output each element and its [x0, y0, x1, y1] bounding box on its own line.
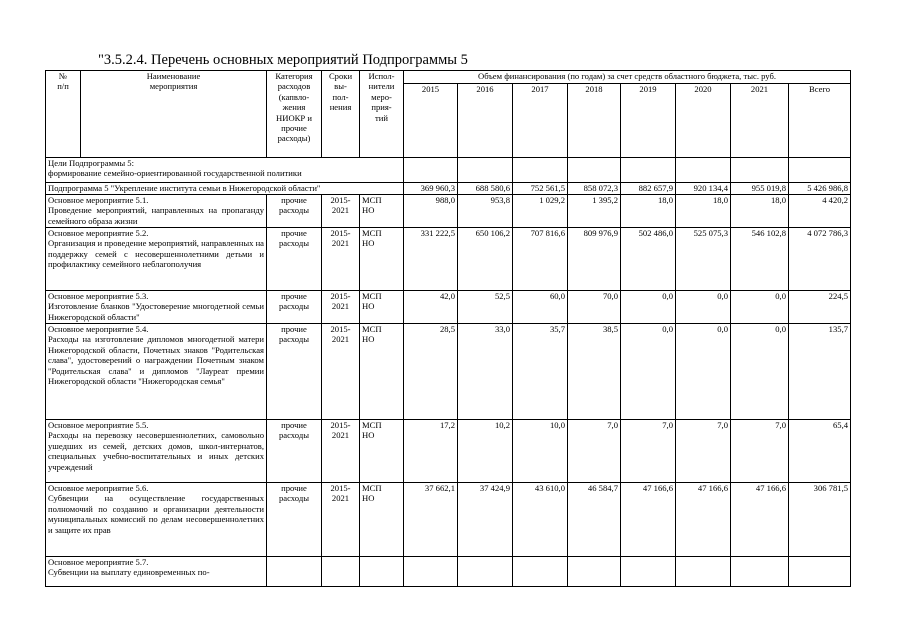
activity-total: 135,7	[789, 324, 851, 420]
activity-value: 33,0	[458, 324, 513, 420]
activity-category: прочие расходы	[267, 228, 322, 291]
activity-terms: 2015- 2021	[322, 228, 360, 291]
activity-value: 10,2	[458, 420, 513, 483]
activity-value: 18,0	[731, 195, 789, 228]
header-year: 2020	[676, 84, 731, 158]
activity-value: 650 106,2	[458, 228, 513, 291]
header-year-total: Всего	[789, 84, 851, 158]
activity-value: 0,0	[731, 291, 789, 324]
activity-category: прочие расходы	[267, 195, 322, 228]
activity-row	[46, 557, 851, 587]
activity-name: Основное мероприятие 5.2. Организация и проведение мероприятий, направленных на поддержку семей с несовершеннолетними детьми и профилактику семейного неблагополучия	[46, 228, 267, 291]
header-executors: Испол- нители меро- прия- тий	[360, 71, 404, 158]
subprogram-value: 882 657,9	[621, 183, 676, 195]
subprogram-row	[46, 183, 851, 195]
activity-value: 10,0	[513, 420, 568, 483]
activities-table	[45, 70, 851, 587]
activity-value: 18,0	[676, 195, 731, 228]
document-title: "3.5.2.4. Перечень основных мероприятий Подпрограммы 5	[98, 52, 468, 68]
activity-value: 0,0	[621, 291, 676, 324]
subprogram-value: 369 960,3	[404, 183, 458, 195]
activity-category: прочие расходы	[267, 291, 322, 324]
activity-value: 502 486,0	[621, 228, 676, 291]
activity-executor	[360, 557, 404, 587]
activity-value: 52,5	[458, 291, 513, 324]
activity-value: 70,0	[568, 291, 621, 324]
goals-row	[46, 158, 851, 183]
activity-value: 7,0	[621, 420, 676, 483]
header-funding: Объем финансирования (по годам) за счет средств областного бюджета, тыс. руб.	[404, 71, 851, 84]
subprogram-value: 688 580,6	[458, 183, 513, 195]
subprogram-name: Подпрограмма 5 "Укрепление института семьи в Нижегородской области"	[46, 183, 404, 195]
activity-name: Основное мероприятие 5.6. Субвенции на осуществление государственных полномочий по созданию и организации деятельности муниципальных комиссий по делам несовершеннолетних и защите их прав	[46, 483, 267, 557]
activity-row	[46, 483, 851, 557]
activity-value: 953,8	[458, 195, 513, 228]
activity-total: 4 420,2	[789, 195, 851, 228]
header-year: 2019	[621, 84, 676, 158]
header-year: 2015	[404, 84, 458, 158]
activity-category: прочие расходы	[267, 420, 322, 483]
activity-value: 809 976,9	[568, 228, 621, 291]
activity-row	[46, 291, 851, 324]
activity-value	[568, 557, 621, 587]
header-terms: Сроки вы- пол- нения	[322, 71, 360, 158]
activity-executor: МСП НО	[360, 291, 404, 324]
activity-value: 0,0	[731, 324, 789, 420]
activity-value: 47 166,6	[676, 483, 731, 557]
activity-executor: МСП НО	[360, 324, 404, 420]
activity-terms: 2015- 2021	[322, 483, 360, 557]
activity-name: Основное мероприятие 5.3. Изготовление бланков "Удостоверение многодетной семьи Нижегородской области"	[46, 291, 267, 324]
activity-value: 0,0	[676, 291, 731, 324]
activity-value: 46 584,7	[568, 483, 621, 557]
subprogram-value: 752 561,5	[513, 183, 568, 195]
activity-value	[513, 557, 568, 587]
header-year: 2018	[568, 84, 621, 158]
activity-category: прочие расходы	[267, 324, 322, 420]
activity-executor: МСП НО	[360, 195, 404, 228]
activity-value: 707 816,6	[513, 228, 568, 291]
activity-value: 37 424,9	[458, 483, 513, 557]
activity-value	[731, 557, 789, 587]
header-row	[46, 71, 851, 84]
activity-value: 42,0	[404, 291, 458, 324]
activity-value: 7,0	[568, 420, 621, 483]
activity-executor: МСП НО	[360, 483, 404, 557]
activity-category	[267, 557, 322, 587]
activity-total: 4 072 786,3	[789, 228, 851, 291]
activity-terms: 2015- 2021	[322, 324, 360, 420]
activity-value: 35,7	[513, 324, 568, 420]
activity-row	[46, 420, 851, 483]
activity-value: 525 075,3	[676, 228, 731, 291]
activity-value: 331 222,5	[404, 228, 458, 291]
activity-terms	[322, 557, 360, 587]
activity-value	[404, 557, 458, 587]
activity-value: 7,0	[676, 420, 731, 483]
activity-value	[621, 557, 676, 587]
activity-value: 546 102,8	[731, 228, 789, 291]
activity-value: 47 166,6	[621, 483, 676, 557]
activity-name: Основное мероприятие 5.5. Расходы на перевозку несовершеннолетних, самовольно ушедших из семей, детских домов, школ-интернатов, специальных учебно-воспитательных и иных детских учреждений	[46, 420, 267, 483]
activity-terms: 2015- 2021	[322, 291, 360, 324]
activity-total: 306 781,5	[789, 483, 851, 557]
activity-name: Основное мероприятие 5.1. Проведение мероприятий, направленных на пропаганду семейного образа жизни	[46, 195, 267, 228]
subprogram-value: 920 134,4	[676, 183, 731, 195]
activity-value: 18,0	[621, 195, 676, 228]
header-num: № п/п	[46, 71, 81, 158]
activity-value: 1 029,2	[513, 195, 568, 228]
activity-value: 60,0	[513, 291, 568, 324]
activity-value: 43 610,0	[513, 483, 568, 557]
header-year: 2021	[731, 84, 789, 158]
activity-total	[789, 557, 851, 587]
activity-terms: 2015- 2021	[322, 420, 360, 483]
activity-category: прочие расходы	[267, 483, 322, 557]
goals-text: Цели Подпрограммы 5: формирование семейно-ориентированной государственной политики	[46, 158, 404, 183]
activity-value: 0,0	[621, 324, 676, 420]
activity-value: 0,0	[676, 324, 731, 420]
activity-row	[46, 324, 851, 420]
activity-value: 1 395,2	[568, 195, 621, 228]
activity-value: 17,2	[404, 420, 458, 483]
activity-name: Основное мероприятие 5.7. Субвенции на выплату единовременных по-	[46, 557, 267, 587]
header-year: 2017	[513, 84, 568, 158]
activity-terms: 2015- 2021	[322, 195, 360, 228]
activity-value	[676, 557, 731, 587]
activity-row	[46, 195, 851, 228]
activity-value: 37 662,1	[404, 483, 458, 557]
subprogram-value: 858 072,3	[568, 183, 621, 195]
activity-total: 65,4	[789, 420, 851, 483]
subprogram-total: 5 426 986,8	[789, 183, 851, 195]
subprogram-value: 955 019,8	[731, 183, 789, 195]
activity-value: 7,0	[731, 420, 789, 483]
activity-value: 28,5	[404, 324, 458, 420]
activity-name: Основное мероприятие 5.4. Расходы на изготовление дипломов многодетной матери Нижегородской области, Почетных знаков "Родительская слава", удостоверений о награждении Почетным знаком "Родительская слава" и дипломов "Лауреат премии Нижегородской области "Нижегородская семья"	[46, 324, 267, 420]
activity-value: 47 166,6	[731, 483, 789, 557]
activity-executor: МСП НО	[360, 228, 404, 291]
activity-value: 988,0	[404, 195, 458, 228]
activity-executor: МСП НО	[360, 420, 404, 483]
activity-total: 224,5	[789, 291, 851, 324]
activity-value: 38,5	[568, 324, 621, 420]
activity-row	[46, 228, 851, 291]
activity-value	[458, 557, 513, 587]
header-category: Категория расходов (капвло- жения НИОКР и прочие расходы)	[267, 71, 322, 158]
header-name: Наименование мероприятия	[81, 71, 267, 158]
header-year: 2016	[458, 84, 513, 158]
